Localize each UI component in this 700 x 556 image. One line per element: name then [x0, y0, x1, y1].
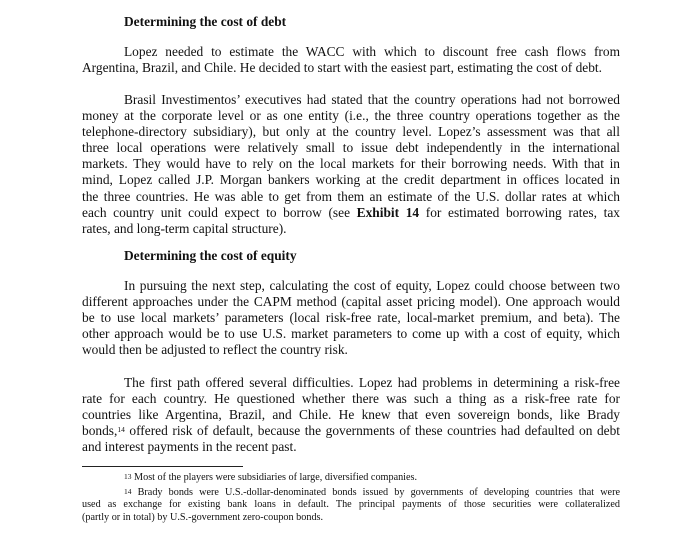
- paragraph-line: In pursuing the next step, calculating the cost of equity, Lopez could choose between two: [124, 278, 620, 293]
- paragraph-line: [82, 205, 620, 221]
- footnote-line: [82, 472, 620, 484]
- paragraph-line: markets. They would have to rely on the local markets for their borrowing needs. With that in: [82, 156, 620, 172]
- paragraph-line: money at the corporate level or as one entity (i.e., the three country operations together as the: [82, 108, 620, 124]
- paragraph-line: The first path offered several difficulties. Lopez had problems in determining a risk-free: [124, 375, 620, 390]
- paragraph-line: countries like Argentina, Brazil, and Chile. He knew that even sovereign bonds, like Brady: [82, 407, 620, 423]
- footnote-text: Brady bonds were U.S.-dollar-denominated bonds issued by governments of developing countries that were: [131, 487, 620, 498]
- paragraph-brasil-investimentos: [82, 92, 620, 237]
- footnote-line: [82, 487, 620, 499]
- paragraph-risk-free-rate: [82, 375, 620, 455]
- exhibit-reference: Exhibit 14: [356, 204, 420, 220]
- paragraph-line: mind, Lopez called J.P. Morgan bankers working at the credit department in offices located in: [82, 172, 620, 188]
- footnote-line: (partly or in total) by U.S.-government zero-coupon bonds.: [82, 511, 324, 523]
- paragraph-line: other approach would be to use U.S. market parameters to come up with a cost of equity, which: [82, 326, 620, 342]
- section-heading-cost-of-equity: Determining the cost of equity: [124, 248, 297, 263]
- paragraph-line: [82, 423, 620, 439]
- paragraph-line: be to use local markets’ parameters (local risk-free rate, local-market premium, and beta). The: [82, 310, 620, 326]
- paragraph-line: Argentina, Brazil, and Chile. He decided to start with the easiest part, estimating the cost of debt.: [82, 60, 602, 76]
- footnote-13: [82, 472, 620, 484]
- paragraph-line: telephone-directory subsidiary), but only at the country level. Lopez’s assessment was that all: [82, 124, 620, 140]
- footnote-separator: [82, 466, 243, 467]
- footnote-marker-14: 14: [117, 425, 125, 435]
- paragraph-line: rates, and long-term capital structure).: [82, 220, 287, 236]
- paragraph-line: and interest payments in the recent past.: [82, 439, 297, 455]
- paragraph-line: rate for each country. He questioned whether there was such a thing as a risk-free rate for: [82, 391, 620, 407]
- footnote-line: used as exchange for existing bank loans in default. The principal payments of those securities were collateralized: [82, 499, 620, 511]
- paragraph-line: would then be adjusted to reflect the country risk.: [82, 342, 348, 358]
- footnote-14: [82, 487, 620, 524]
- text-run: bonds,: [82, 423, 118, 439]
- paragraph-line: Lopez needed to estimate the WACC with which to discount free cash flows from: [124, 44, 620, 59]
- paragraph-line: Brasil Investimentos’ executives had stated that the country operations had not borrowed: [124, 92, 620, 107]
- paragraph-line: the three countries. He was able to get from them an estimate of the U.S. dollar rates at which: [82, 188, 620, 204]
- paragraph-line: three local operations were relatively small to issue debt independently in the international: [82, 140, 620, 156]
- paragraph-capm-approaches: [82, 278, 620, 358]
- footnote-number: 14: [124, 487, 132, 496]
- section-heading-cost-of-debt: Determining the cost of debt: [124, 14, 287, 29]
- text-run: for estimated borrowing rates, tax: [419, 204, 620, 220]
- footnote-text: Most of the players were subsidiaries of large, diversified companies.: [131, 472, 418, 483]
- text-run: offered risk of default, because the governments of these countries had defaulted on debt: [124, 423, 620, 439]
- footnote-number: 13: [124, 472, 132, 481]
- paragraph-cost-of-debt-intro: [82, 44, 620, 76]
- paragraph-line: different approaches under the CAPM method (capital asset pricing model). One approach would: [82, 294, 620, 310]
- text-run: each country unit could expect to borrow (see: [82, 204, 357, 220]
